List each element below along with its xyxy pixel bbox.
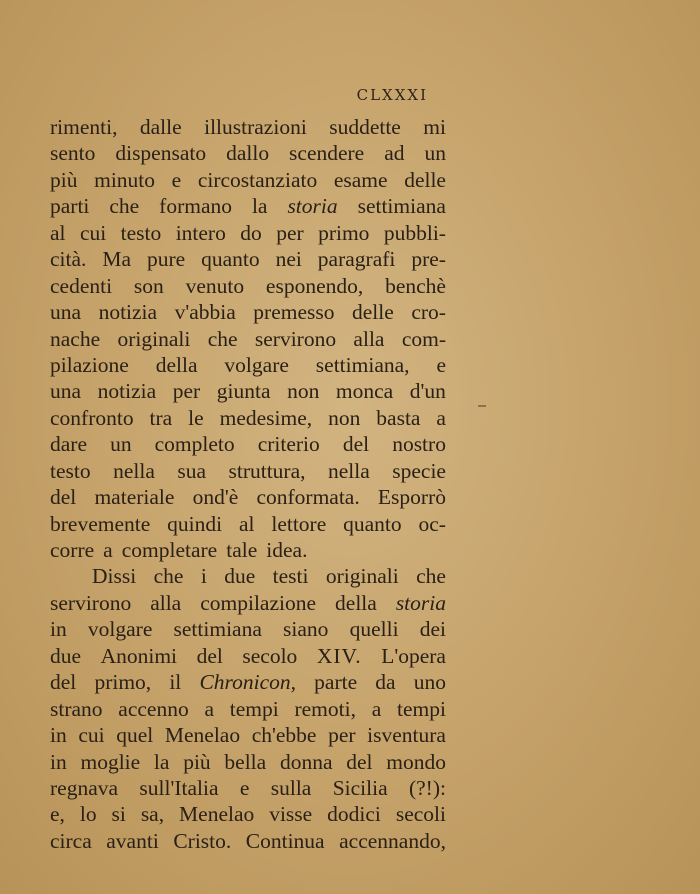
- word: storia: [395, 590, 446, 615]
- word: quindi: [167, 511, 223, 536]
- word: remoti,: [294, 696, 356, 721]
- word: materiale: [94, 485, 175, 510]
- word: compilazione: [200, 590, 317, 615]
- word: per: [328, 723, 356, 748]
- word: storia: [287, 194, 338, 219]
- word: sulla: [270, 775, 312, 800]
- word: (?!):: [408, 775, 446, 800]
- word: nostro: [392, 432, 446, 457]
- word: nache: [50, 326, 101, 351]
- text-line: [50, 299, 446, 325]
- word: ch'ebbe: [251, 723, 317, 748]
- text-line: [50, 378, 446, 404]
- word: giunta: [216, 379, 271, 404]
- word: e: [171, 167, 182, 192]
- text-line: [50, 749, 446, 775]
- word: settimiana,: [315, 352, 410, 377]
- word: dei: [419, 617, 446, 642]
- word: cità.: [50, 247, 87, 272]
- word: del: [196, 643, 223, 668]
- word: v'abbia: [174, 300, 236, 325]
- word: il: [169, 670, 182, 695]
- word: che: [207, 326, 238, 351]
- word: una: [50, 379, 82, 404]
- word: intero: [175, 220, 226, 245]
- word: criterio: [257, 432, 320, 457]
- word: in: [50, 617, 67, 642]
- word: la: [153, 749, 170, 774]
- word: confronto: [50, 405, 134, 430]
- word: specie: [392, 458, 446, 483]
- word: da: [375, 670, 396, 695]
- word: donna: [279, 749, 333, 774]
- word: non: [328, 405, 361, 430]
- word: volgare: [87, 617, 153, 642]
- word: pubbli-: [383, 220, 446, 245]
- word: al: [50, 220, 66, 245]
- word: a: [371, 696, 382, 721]
- word: non: [287, 379, 320, 404]
- word: Sicilia: [332, 775, 388, 800]
- word: Chronicon,: [199, 670, 296, 695]
- word: d'un: [409, 379, 446, 404]
- word: dallo: [226, 141, 270, 166]
- word: pilazione: [50, 352, 129, 377]
- word: minuto: [94, 167, 156, 192]
- word: alla: [150, 590, 182, 615]
- word: Menelao: [164, 723, 241, 748]
- word: notizia: [98, 300, 158, 325]
- word: son: [133, 273, 164, 298]
- word: originali: [325, 564, 399, 589]
- word: quanto: [201, 247, 260, 272]
- word: del: [50, 670, 77, 695]
- text-line: [50, 431, 446, 457]
- word: accenno: [118, 696, 189, 721]
- word: suddette: [329, 115, 401, 139]
- text-line: [50, 273, 446, 299]
- word: quelli: [349, 617, 399, 642]
- word: lettore: [271, 511, 327, 536]
- word: mondo: [386, 749, 446, 774]
- word: strano: [50, 696, 103, 721]
- word: basta: [376, 405, 421, 430]
- word: e: [239, 775, 250, 800]
- text-line: [50, 722, 446, 748]
- word: che: [416, 564, 446, 589]
- page-number: CLXXXI: [356, 86, 428, 104]
- text-line: [50, 114, 446, 140]
- word: sull'Italia: [139, 775, 219, 800]
- word: dispensato: [115, 141, 207, 166]
- word: dalle: [139, 115, 182, 139]
- word: avanti: [106, 828, 159, 853]
- word: tempi: [397, 696, 446, 721]
- word: primo,: [94, 670, 152, 695]
- word: cro-: [411, 300, 446, 325]
- word: sento: [50, 141, 96, 166]
- word: mi: [423, 115, 446, 139]
- word: moglie: [80, 749, 141, 774]
- word: lo: [79, 802, 97, 827]
- word: più: [50, 167, 78, 192]
- word: del: [50, 485, 77, 510]
- word: in: [50, 723, 67, 748]
- word: nella: [327, 458, 370, 483]
- word: che: [153, 564, 184, 589]
- word: una: [50, 300, 82, 325]
- word: Dissi: [92, 564, 137, 589]
- text-line: [50, 326, 446, 352]
- word: testi: [272, 564, 309, 589]
- word: Cristo.: [173, 828, 232, 853]
- word: idea.: [266, 538, 308, 562]
- word: regnava: [50, 775, 119, 800]
- word: completo: [154, 432, 235, 457]
- text-line: [50, 246, 446, 272]
- word: testo: [120, 220, 162, 245]
- word: la: [251, 194, 268, 219]
- word: illustrazioni: [204, 115, 307, 139]
- word: quanto: [343, 511, 402, 536]
- word: monca: [335, 379, 394, 404]
- body-text: [50, 114, 446, 854]
- word: quel: [116, 723, 154, 748]
- word: alla: [353, 326, 385, 351]
- word: e: [436, 352, 446, 377]
- word: struttura,: [228, 458, 306, 483]
- word: Menelao: [179, 802, 255, 827]
- word: della: [335, 590, 377, 615]
- text-line: [50, 696, 446, 722]
- word: servirono: [254, 326, 337, 351]
- word: due: [50, 643, 82, 668]
- text-line: [50, 352, 446, 378]
- word: a: [436, 405, 446, 430]
- word: rimenti,: [50, 115, 118, 139]
- word: dare: [50, 432, 87, 457]
- word: completare: [121, 538, 218, 562]
- word: oc-: [418, 511, 446, 536]
- word: siano: [283, 617, 329, 642]
- word: circa: [50, 828, 92, 853]
- word: bella: [224, 749, 267, 774]
- word: che: [109, 194, 140, 219]
- word: volgare: [224, 352, 289, 377]
- word: Ma: [102, 247, 132, 272]
- word: corre: [50, 538, 95, 562]
- word: tale: [226, 538, 258, 562]
- word: al: [238, 511, 255, 536]
- word: nella: [113, 458, 155, 483]
- word: delle: [404, 167, 446, 192]
- word: e,: [50, 802, 65, 827]
- word: paragrafi: [317, 247, 396, 272]
- word: accennando,: [339, 828, 446, 853]
- word: secolo: [242, 643, 298, 668]
- word: do: [240, 220, 262, 245]
- word: parti: [50, 194, 90, 219]
- ink-mark: [478, 405, 486, 407]
- word: Esporrò: [377, 485, 446, 510]
- word: com-: [401, 326, 446, 351]
- word: sa,: [140, 802, 165, 827]
- word: cui: [78, 723, 105, 748]
- word: per: [276, 220, 304, 245]
- word: circostanziato: [197, 167, 318, 192]
- word: della: [155, 352, 198, 377]
- word: a: [204, 696, 215, 721]
- word: uno: [413, 670, 446, 695]
- word: notizia: [97, 379, 157, 404]
- text-line: [50, 616, 446, 642]
- text-line: [50, 775, 446, 801]
- text-line: [50, 140, 446, 166]
- word: tempi: [229, 696, 279, 721]
- word: cui: [79, 220, 107, 245]
- word: ad: [384, 141, 405, 166]
- word: del: [346, 749, 373, 774]
- text-line: [50, 167, 446, 193]
- word: le: [188, 405, 204, 430]
- word: un: [110, 432, 132, 457]
- text-line: [50, 669, 446, 695]
- word: i: [200, 564, 207, 589]
- word: tra: [149, 405, 173, 430]
- text-line: [50, 220, 446, 246]
- word: del: [342, 432, 370, 457]
- text-line: [50, 405, 446, 431]
- text-line: [50, 590, 446, 616]
- text-line: [50, 458, 446, 484]
- text-line: [50, 511, 446, 537]
- word: un: [424, 141, 446, 166]
- word: nei: [275, 247, 302, 272]
- word: scendere: [289, 141, 365, 166]
- word: sua: [177, 458, 207, 483]
- word: parte: [314, 670, 358, 695]
- word: a: [103, 538, 113, 562]
- text-line: [50, 643, 446, 669]
- word: pure: [146, 247, 186, 272]
- word: conformata.: [256, 485, 360, 510]
- word: per: [172, 379, 201, 404]
- word: brevemente: [50, 511, 151, 536]
- word: visse: [269, 802, 313, 827]
- word: esame: [333, 167, 388, 192]
- text-line: [50, 563, 446, 589]
- word: Continua: [245, 828, 325, 853]
- word: più: [183, 749, 211, 774]
- text-line: [50, 537, 446, 563]
- text-line: [50, 828, 446, 854]
- text-line: [50, 193, 446, 219]
- word: dodici: [327, 802, 381, 827]
- text-line: [50, 484, 446, 510]
- word: cedenti: [50, 273, 113, 298]
- word: pre-: [411, 247, 446, 272]
- word: premesso: [253, 300, 335, 325]
- word: ond'è: [192, 485, 239, 510]
- word: esponendo,: [265, 273, 364, 298]
- word: delle: [352, 300, 394, 325]
- word: settimiana: [173, 617, 262, 642]
- word: L'opera: [381, 643, 446, 668]
- word: isventura: [367, 723, 446, 748]
- word: Anonimi: [100, 643, 178, 668]
- word: XIV.: [316, 643, 362, 668]
- word: in: [50, 749, 67, 774]
- word: formano: [159, 194, 232, 219]
- text-line: [50, 801, 446, 827]
- word: due: [224, 564, 256, 589]
- word: primo: [318, 220, 370, 245]
- word: venuto: [185, 273, 245, 298]
- word: benchè: [385, 273, 446, 298]
- word: testo: [50, 458, 91, 483]
- word: medesime,: [219, 405, 313, 430]
- word: si: [111, 802, 126, 827]
- word: secoli: [395, 802, 446, 827]
- word: servirono: [50, 590, 132, 615]
- word: originali: [117, 326, 191, 351]
- word: settimiana: [357, 194, 446, 219]
